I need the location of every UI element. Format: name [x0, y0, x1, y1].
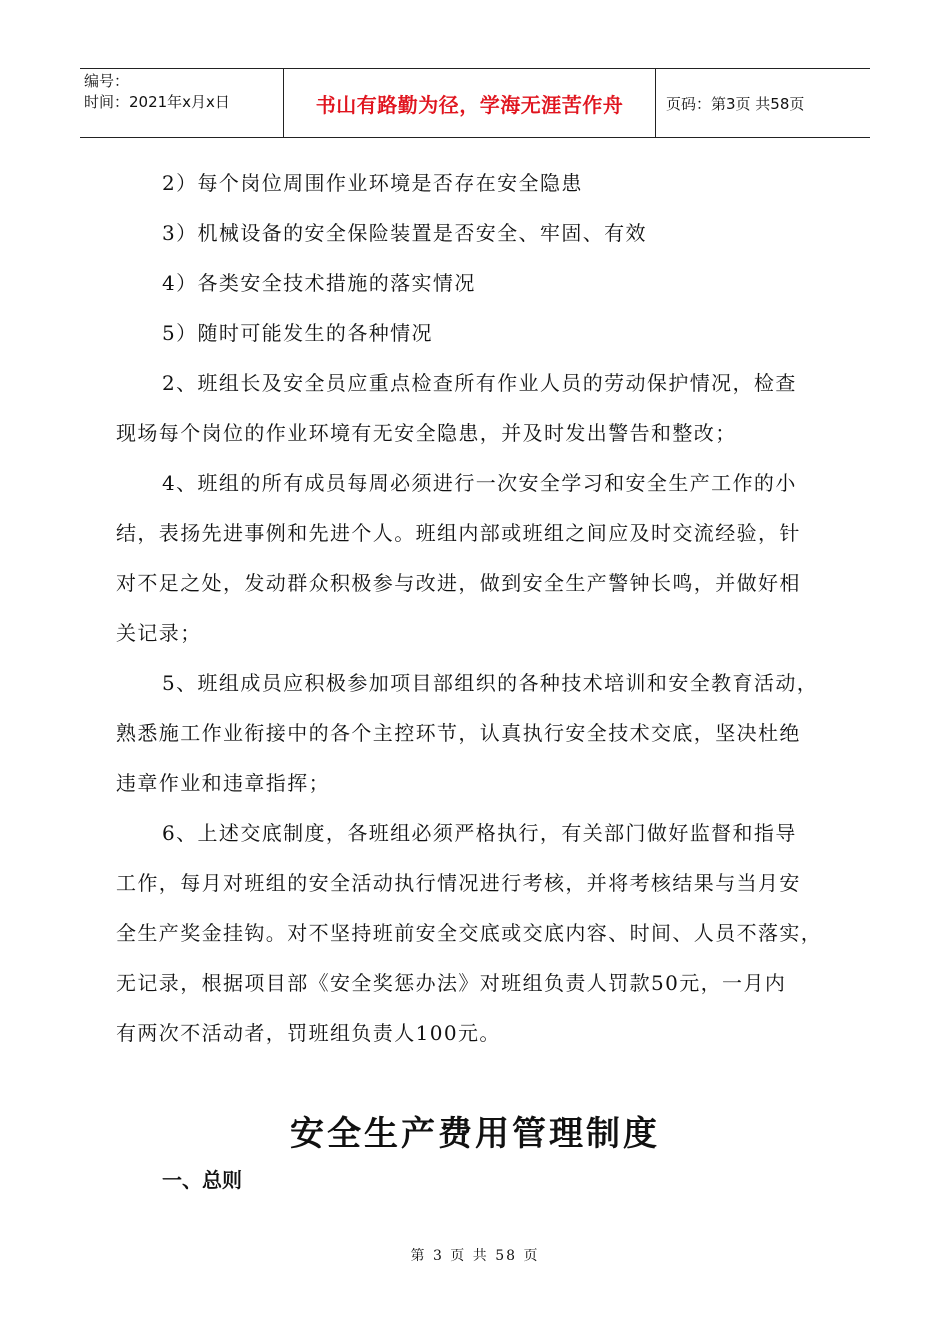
- paragraph-line: 工作，每月对班组的安全活动执行情况进行考核，并将考核结果与当月安: [116, 871, 801, 895]
- paragraph-line: 全生产奖金挂钩。对不坚持班前安全交底或交底内容、时间、人员不落实，: [116, 921, 823, 945]
- paragraph-line: 结，表扬先进事例和先进个人。班组内部或班组之间应及时交流经验，针: [116, 521, 801, 545]
- paragraph-line: 对不足之处，发动群众积极参与改进，做到安全生产警钟长鸣，并做好相: [116, 571, 801, 595]
- paragraph-line: 无记录，根据项目部《安全奖惩办法》对班组负责人罚款50元，一月内: [116, 971, 787, 995]
- header-page-info: 页码：第3页 共58页: [666, 94, 805, 113]
- paragraph-line: 2、班组长及安全员应重点检查所有作业人员的劳动保护情况，检查: [162, 371, 797, 395]
- paragraph-line: 5、班组成员应积极参加项目部组织的各种技术培训和安全教育活动，: [162, 671, 819, 695]
- paragraph-line: 违章作业和违章指挥；: [116, 771, 330, 795]
- header-table: [80, 68, 870, 138]
- body-text: [116, 158, 838, 1058]
- section-subheading: 一、总则: [162, 1168, 242, 1192]
- paragraph-line: 4）各类安全技术措施的落实情况: [162, 271, 476, 295]
- section-title: 安全生产费用管理制度: [290, 1114, 660, 1154]
- page-footer: 第 3 页 共 58 页: [410, 1248, 540, 1264]
- paragraph-line: 关记录；: [116, 621, 202, 645]
- header-meta: [80, 69, 283, 137]
- paragraph-line: 4、班组的所有成员每周必须进行一次安全学习和安全生产工作的小: [162, 471, 797, 495]
- paragraph-line: 熟悉施工作业衔接中的各个主控环节，认真执行安全技术交底，坚决杜绝: [116, 721, 801, 745]
- header-motto: 书山有路勤为径，学海无涯苦作舟: [283, 69, 656, 137]
- paragraph-line: 5）随时可能发生的各种情况: [162, 321, 433, 345]
- paragraph-line: 现场每个岗位的作业环境有无安全隐患，并及时发出警告和整改；: [116, 421, 737, 445]
- paragraph-line: 有两次不活动者，罚班组负责人100元。: [116, 1021, 501, 1045]
- number-label: 编号：: [84, 72, 130, 90]
- paragraph-line: 3）机械设备的安全保险装置是否安全、牢固、有效: [162, 221, 647, 245]
- paragraph-line: 2）每个岗位周围作业环境是否存在安全隐患: [162, 171, 583, 195]
- time-label: 时间：2021年x月x日: [84, 93, 230, 111]
- paragraph-line: 6、上述交底制度，各班组必须严格执行，有关部门做好监督和指导: [162, 821, 797, 845]
